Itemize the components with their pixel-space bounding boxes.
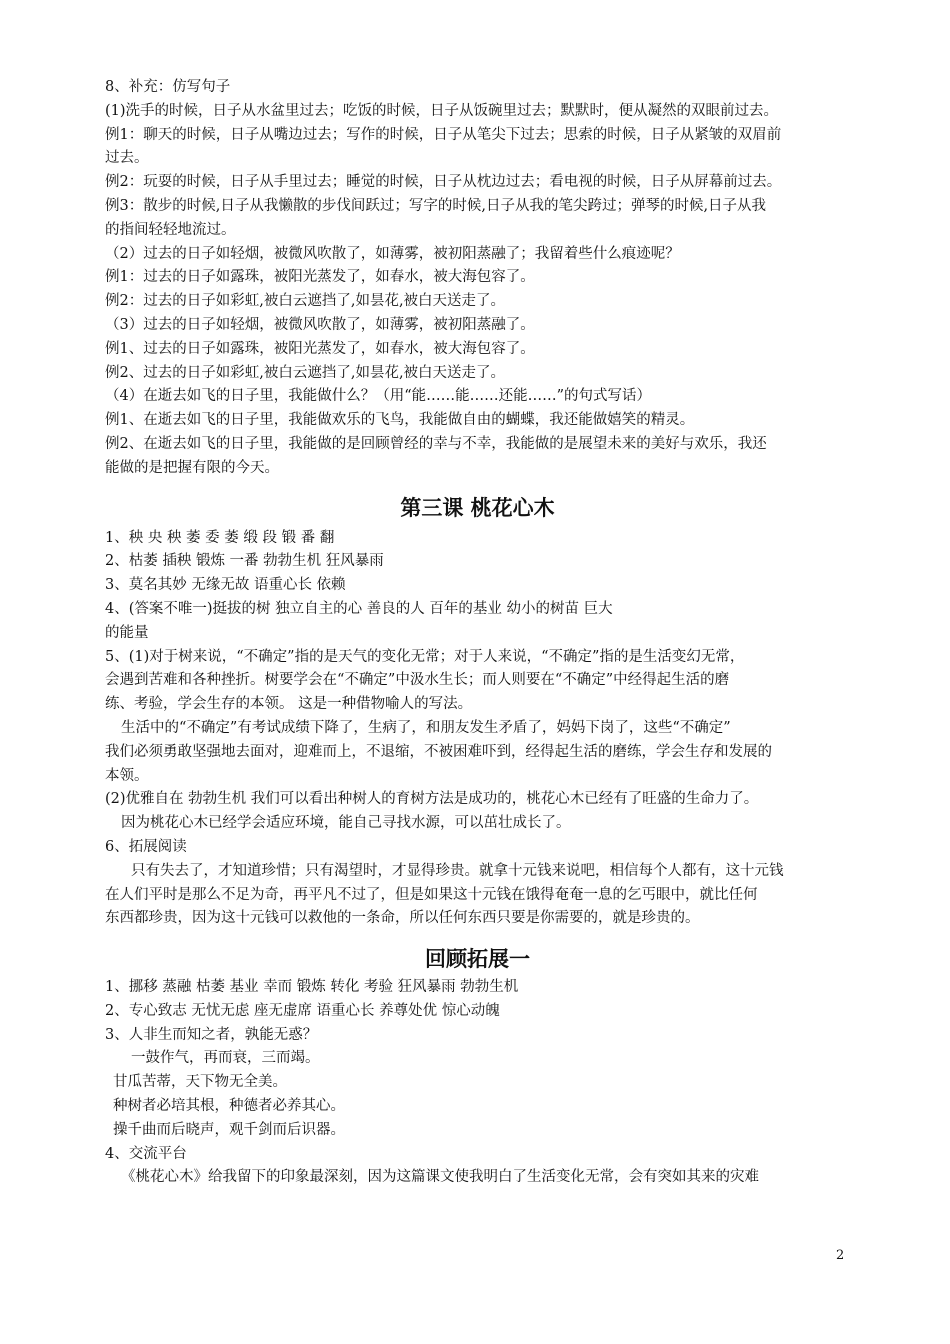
text-line: 2、专心致志 无忧无虑 座无虚席 语重心长 养尊处优 惊心动魄 [105, 1002, 500, 1019]
text-line: 6、拓展阅读 [105, 838, 187, 855]
text-line: 1、挪移 蒸融 枯萎 基业 幸而 锻炼 转化 考验 狂风暴雨 勃勃生机 [105, 979, 519, 996]
text-line: 东西都珍贵，因为这十元钱可以救他的一条命，所以任何东西只要是你需要的，就是珍贵的。 [105, 910, 700, 927]
text-line: (2)优雅自在 勃勃生机 我们可以看出种树人的育树方法是成功的，桃花心木已经有了旺盛的生命力了。 [105, 791, 759, 808]
text-line: 的能量 [105, 624, 149, 641]
section-imitation-sentences [105, 76, 850, 481]
lesson3-title: 第三课 桃花心木 [400, 495, 555, 520]
text-line: 练、考验，学会生存的本领。 这是一种借物喻人的写法。 [105, 696, 473, 713]
text-line: 5、(1)对于树来说，“不确定”指的是天气的变化无常；对于人来说，“不确定”指的是生活变幻无常， [105, 648, 745, 665]
text-line: 在人们平时是那么不足为奇，再平凡不过了，但是如果这十元钱在饿得奄奄一息的乞丐眼中，就比任何 [105, 886, 758, 903]
text-line: （4）在逝去如飞的日子里，我能做什么？（用“能……能……还能……”的句式写话） [105, 388, 652, 405]
text-line: 3、莫名其妙 无缘无故 语重心长 依赖 [105, 577, 346, 594]
text-line: 生活中的“不确定”有考试成绩下降了，生病了，和朋友发生矛盾了，妈妈下岗了，这些“不确定” [121, 719, 731, 736]
text-line: 因为桃花心木已经学会适应环境，能自己寻找水源，可以茁壮成长了。 [121, 815, 571, 832]
text-line: 《桃花心木》给我留下的印象最深刻，因为这篇课文使我明白了生活变化无常，会有突如其来的灾难 [121, 1169, 759, 1186]
text-line: 例1、过去的日子如露珠，被阳光蒸发了，如春水，被大海包容了。 [105, 340, 535, 357]
text-line: 种树者必培其根，种德者必养其心。 [113, 1098, 345, 1115]
text-line: （2）过去的日子如轻烟，被微风吹散了，如薄雾，被初阳蒸融了；我留着些什么痕迹呢？ [105, 245, 680, 262]
text-line: 1、秧 央 秧 萎 委 萎 缎 段 锻 番 翻 [105, 529, 335, 546]
text-line: 甘瓜苦蒂，天下物无全美。 [113, 1074, 287, 1091]
text-line: 例2、过去的日子如彩虹,被白云遮挡了,如昙花,被白天送走了。 [105, 364, 506, 381]
text-line: 的指间轻轻地流过。 [105, 221, 236, 238]
text-line: 本领。 [105, 767, 149, 784]
text-line: 3、人非生而知之者，孰能无惑？ [105, 1026, 318, 1043]
text-line: 例2：过去的日子如彩虹,被白云遮挡了,如昙花,被白天送走了。 [105, 293, 506, 310]
page-content [105, 76, 850, 1190]
section-review1 [105, 976, 850, 1190]
text-line: 例2：玩耍的时候，日子从手里过去；睡觉的时候，日子从枕边过去；看电视的时候，日子从屏幕前过去。 [105, 174, 782, 191]
text-line: 2、枯萎 插秧 锻炼 一番 勃勃生机 狂风暴雨 [105, 553, 384, 570]
text-line: （3）过去的日子如轻烟，被微风吹散了，如薄雾，被初阳蒸融了。 [105, 316, 535, 333]
text-line: 会遇到苦难和各种挫折。树要学会在“不确定”中汲水生长；而人则要在“不确定”中经得起生活的磨 [105, 672, 730, 689]
text-line: 4、(答案不唯一)挺拔的树 独立自主的心 善良的人 百年的基业 幼小的树苗 巨大 [105, 600, 613, 617]
text-line: 过去。 [105, 150, 149, 167]
text-line: 例1、在逝去如飞的日子里，我能做欢乐的飞鸟，我能做自由的蝴蝶，我还能做嬉笑的精灵。 [105, 412, 695, 429]
text-line: 例1：过去的日子如露珠，被阳光蒸发了，如春水，被大海包容了。 [105, 269, 535, 286]
text-line: 只有失去了，才知道珍惜；只有渴望时，才显得珍贵。就拿十元钱来说吧，相信每个人都有，这十元钱 [131, 862, 784, 879]
text-line: 操千曲而后晓声，观千剑而后识器。 [113, 1121, 345, 1138]
page-number: 2 [836, 1248, 845, 1263]
review1-title: 回顾拓展一 [425, 947, 530, 972]
text-line: 例3：散步的时候,日子从我懒散的步伐间跃过；写字的时候,日子从我的笔尖跨过；弹琴的时候,日子从我 [105, 197, 767, 214]
text-line: 4、交流平台 [105, 1145, 187, 1162]
text-line: 我们必须勇敢坚强地去面对，迎难而上，不退缩，不被困难吓到，经得起生活的磨练，学会生存和发展的 [105, 743, 772, 760]
text-line: (1)洗手的时候，日子从水盆里过去；吃饭的时候，日子从饭碗里过去；默默时，便从凝然的双眼前过去。 [105, 102, 779, 119]
section-lesson3 [105, 527, 850, 932]
text-line: 能做的是把握有限的今天。 [105, 459, 279, 476]
text-line: 例1：聊天的时候，日子从嘴边过去；写作的时候，日子从笔尖下过去；思索的时候，日子从紧皱的双眉前 [105, 126, 782, 143]
section-heading: 8、补充：仿写句子 [105, 79, 231, 95]
text-line: 例2、在逝去如飞的日子里，我能做的是回顾曾经的幸与不幸，我能做的是展望未来的美好与欢乐，我还 [105, 435, 767, 452]
text-line: 一鼓作气，再而衰，三而竭。 [131, 1050, 320, 1067]
